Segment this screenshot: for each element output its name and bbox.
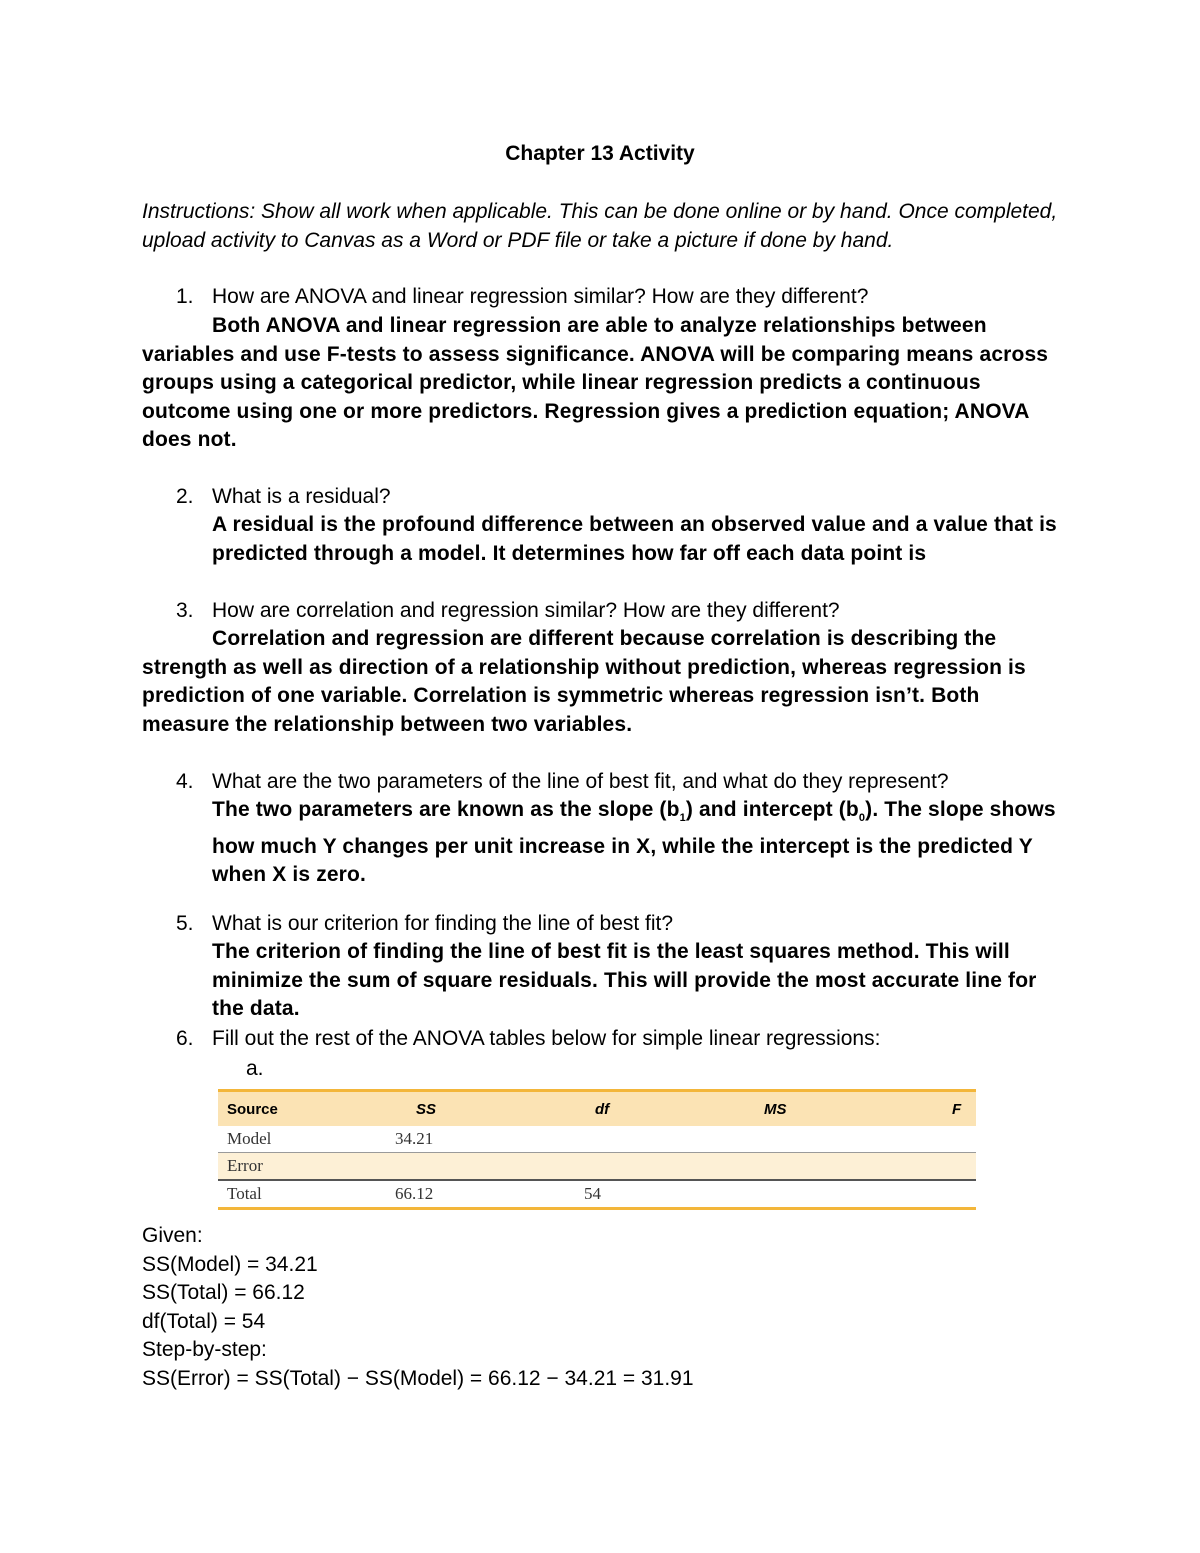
header-f: F <box>943 1091 976 1127</box>
question-2: 2. What is a residual? <box>176 485 391 508</box>
question-5: 5. What is our criterion for finding the line of best fit? <box>176 912 674 935</box>
question-5-text: What is our criterion for finding the line of best fit? <box>212 912 674 935</box>
header-ms: MS <box>744 1091 943 1127</box>
question-1-text: How are ANOVA and linear regression similar? How are they different? <box>212 285 869 308</box>
table-row: Model 34.21 <box>227 1129 434 1148</box>
header-df: df <box>575 1091 744 1127</box>
answer-1: Both ANOVA and linear regression are able to analyze relationships between variables and use F-tests to assess significance. ANOVA will be comparing means across groups using a categorical predictor, while linear regression predicts a continuous outcome using one or more predictors. Regression gives a prediction equation; ANOVA does not. <box>142 314 1049 451</box>
given-line: SS(Total) = 66.12 <box>142 1281 305 1304</box>
answer-4: The two parameters are known as the slope $(b_1)$ and intercept $(b_0)$. The slope shows how much Y changes per unit increase in X, while the intercept is the predicted Y when X is zero. <box>212 798 1056 887</box>
sub-question-a: a. <box>246 1057 264 1080</box>
anova-table <box>218 1089 976 1210</box>
given-line: Step-by-step: <box>142 1338 267 1361</box>
given-line: df(Total) = 54 <box>142 1309 266 1333</box>
answer-2: A residual is the profound difference between an observed value and a value that is predicted through a model. It determines how far off each data point is <box>212 513 1057 565</box>
question-3-text: How are correlation and regression similar? How are they different? <box>212 599 840 622</box>
question-6: 6. Fill out the rest of the ANOVA tables below for simple linear regressions: <box>176 1027 881 1050</box>
question-6-text: Fill out the rest of the ANOVA tables below for simple linear regressions: <box>212 1027 881 1050</box>
answer-3: Correlation and regression are different because correlation is describing the strength as well as direction of a relationship without prediction, whereas regression is prediction of one variable. Correlation is symmetric whereas regression isn’t. Both measure the relationship between two variables. <box>142 627 1026 736</box>
given-line: Given: <box>142 1224 203 1247</box>
page-title: Chapter 13 Activity <box>505 142 695 165</box>
header-ss: SS <box>386 1091 575 1127</box>
answer-5: The criterion of finding the line of best fit is the least squares method. This will minimize the sum of square residuals. This will provide the most accurate line for the data. <box>212 940 1037 1020</box>
question-1: 1. How are ANOVA and linear regression similar? How are they different? <box>176 285 869 308</box>
table-row: Total 66.12 54 <box>218 1180 976 1209</box>
given-line: SS(Error) = SS(Total) − SS(Model) = 66.12 − 34.21 = 31.91 <box>142 1366 694 1390</box>
table-header-row <box>218 1091 976 1127</box>
given-line: SS(Model) = 34.21 <box>142 1252 318 1276</box>
question-4-text: What are the two parameters of the line of best fit, and what do they represent? <box>212 770 949 793</box>
table-row: Error <box>218 1153 976 1181</box>
given-section <box>142 1222 694 1393</box>
question-4: 4. What are the two parameters of the line of best fit, and what do they represent? <box>176 770 949 793</box>
question-3: 3. How are correlation and regression similar? How are they different? <box>176 599 840 622</box>
question-2-text: What is a residual? <box>212 485 391 508</box>
header-source: Source <box>218 1091 386 1127</box>
instructions: Instructions: Show all work when applicable. This can be done online or by hand. Once completed, upload activity to Canvas as a Word or PDF file or take a picture if done by hand. <box>142 200 1058 252</box>
